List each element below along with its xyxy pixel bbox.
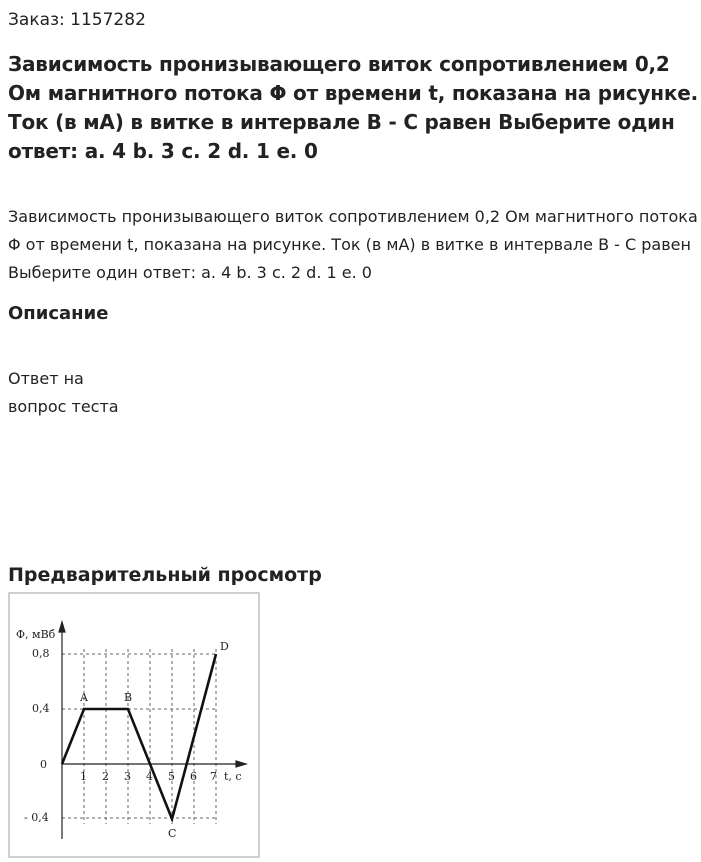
x-tick-label: 2 — [102, 770, 109, 783]
x-tick-label: 3 — [124, 770, 131, 783]
description-heading: Описание — [8, 303, 109, 324]
answer-text — [8, 365, 208, 421]
y-tick-label: 0 — [40, 758, 47, 771]
x-tick-label: 5 — [168, 770, 175, 783]
order-number: Заказ: 1157282 — [8, 10, 146, 30]
point-label-c: C — [168, 827, 177, 840]
x-tick-label: 1 — [80, 770, 87, 783]
x-axis-label: t, c — [224, 770, 242, 783]
flux-graph — [10, 594, 258, 856]
y-axis-label: Φ, мВб — [16, 628, 56, 641]
y-tick-label: 0,4 — [32, 702, 50, 715]
page-title: Зависимость пронизывающего виток сопротивлением 0,2 Ом магнитного потока Φ от времени t, показана на рисунке. Ток (в мА) в витке в интервале B - C равен Выберите один ответ: a. 4 b. 3 c. 2 d. 1 e. 0 — [8, 52, 698, 163]
flux-line — [62, 654, 216, 819]
y-tick-label: 0,8 — [32, 647, 50, 660]
x-tick-label: 6 — [190, 770, 197, 783]
answer-line-1: Ответ на — [8, 369, 84, 388]
point-label-b: B — [124, 691, 133, 704]
preview-heading: Предварительный просмотр — [8, 564, 322, 586]
axes — [59, 622, 246, 839]
question-description: Зависимость пронизывающего виток сопротивлением 0,2 Ом магнитного потока Φ от времени t, показана на рисунке. Ток (в мА) в витке в интервале B - C равен Выберите один ответ: a. 4 b. 3 c. 2 d. 1 e. 0 — [8, 207, 698, 282]
point-label-a: A — [80, 691, 88, 704]
preview-image[interactable] — [8, 592, 260, 858]
x-tick-label: 7 — [210, 770, 217, 783]
y-tick-label: - 0,4 — [24, 811, 49, 824]
point-label-d: D — [220, 640, 229, 653]
answer-line-2: вопрос теста — [8, 397, 119, 416]
x-tick-label: 4 — [146, 770, 153, 783]
